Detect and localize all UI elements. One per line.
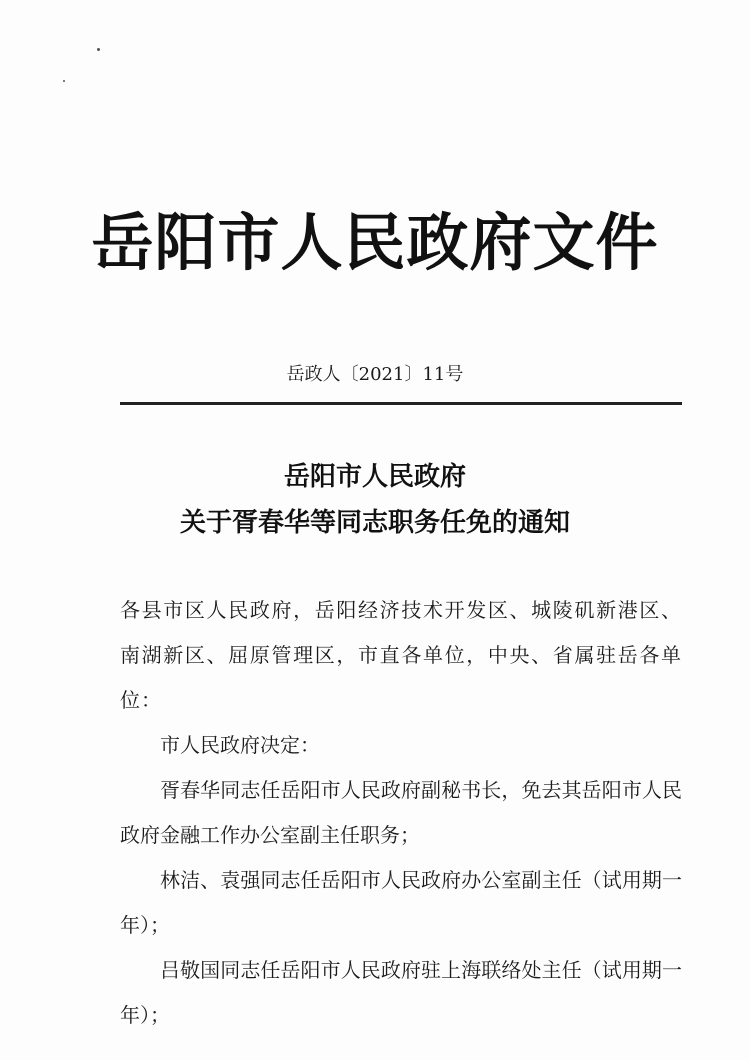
body-paragraph: 林洁、袁强同志任岳阳市人民政府办公室副主任（试用期一年）； bbox=[120, 868, 682, 937]
header-divider bbox=[120, 402, 682, 405]
document-number: 岳政人〔2021〕11号 bbox=[286, 364, 464, 385]
body-paragraph: 吕敬国同志任岳阳市人民政府驻上海联络处主任（试用期一年）； bbox=[120, 958, 682, 1027]
body-paragraph: 市人民政府决定： bbox=[160, 733, 320, 757]
recipients-paragraph: 各县市区人民政府，岳阳经济技术开发区、城陵矶新港区、南湖新区、屈原管理区，市直各单位，中央、省属驻岳各单位： bbox=[120, 598, 682, 712]
body-paragraph: 胥春华同志任岳阳市人民政府副秘书长，免去其岳阳市人民政府金融工作办公室副主任职务； bbox=[120, 778, 682, 847]
notice-body bbox=[120, 588, 682, 1038]
notice-title-issuer: 岳阳市人民政府 bbox=[283, 462, 466, 492]
document-header-title: 岳阳市人民政府文件 bbox=[91, 206, 659, 279]
scan-speck bbox=[97, 48, 100, 51]
scan-speck bbox=[63, 80, 65, 82]
notice-title-subject: 关于胥春华等同志职务任免的通知 bbox=[179, 508, 570, 538]
